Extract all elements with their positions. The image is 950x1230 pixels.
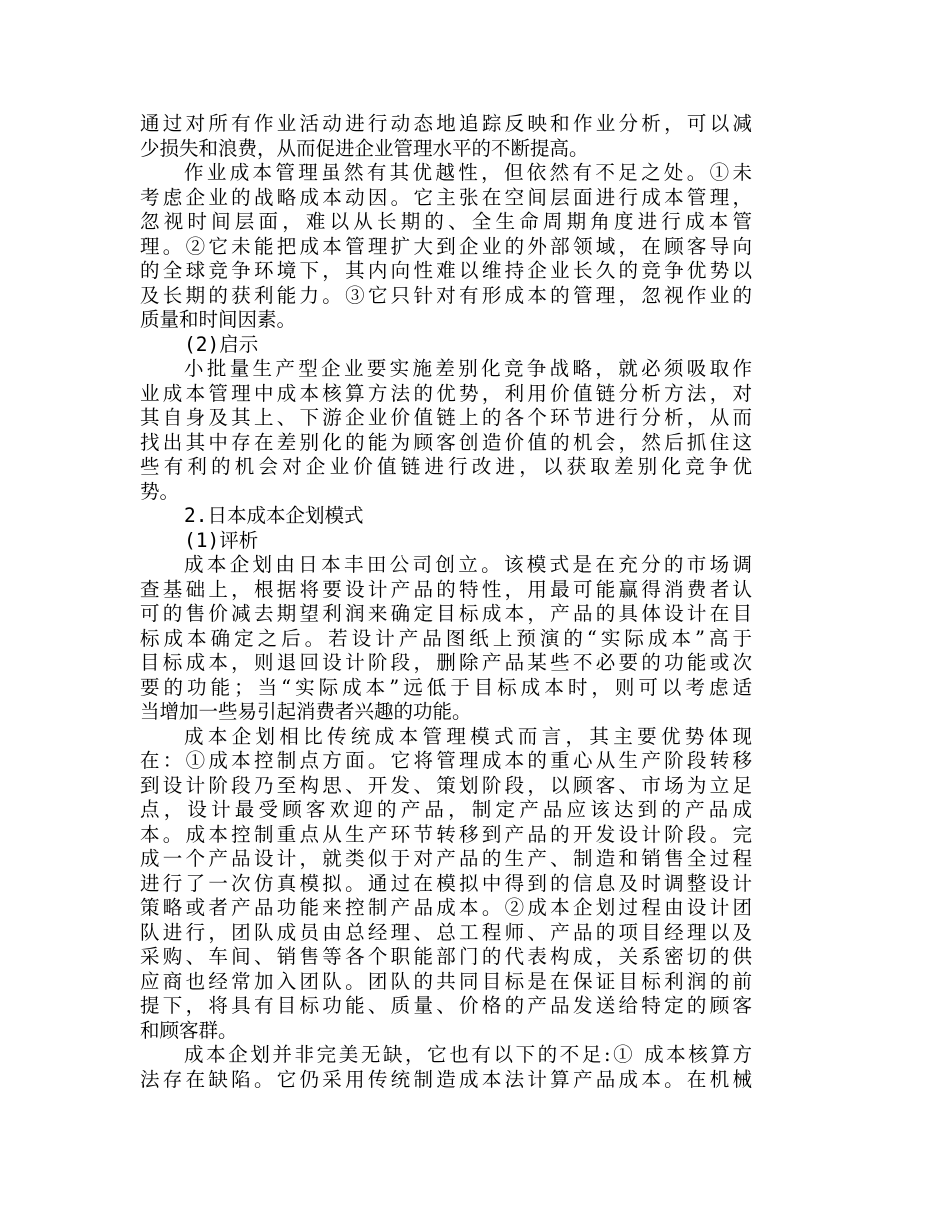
text-line: 其自身及其上、下游企业价值链上的各个环节进行分析，从而 — [140, 406, 752, 429]
text-line: 当增加一些易引起消费者兴趣的功能。 — [140, 700, 472, 723]
text-line: 目标成本，则退回设计阶段，删除产品某些不必要的功能或次 — [140, 651, 752, 674]
text-line: 找出其中存在差别化的能为顾客创造价值的机会，然后抓住这 — [140, 430, 752, 454]
text-line: 势。 — [140, 479, 180, 503]
text-line: 成本企划由日本丰田公司创立。该模式是在充分的市场调 — [184, 553, 752, 576]
text-line: 队进行，团队成员由总经理、总工程师、产品的项目经理以及 — [140, 920, 752, 944]
text-line: 通过对所有作业活动进行动态地追踪反映和作业分析，可以减 — [140, 112, 752, 135]
text-line: 要的功能；当“实际成本”远低于目标成本时，则可以考虑适 — [140, 675, 752, 699]
text-line: 忽视时间层面，难以从长期的、全生命周期角度进行成本管 — [140, 210, 752, 233]
text-line: 成本企划相比传统成本管理模式而言，其主要优势体现 — [184, 724, 752, 748]
text-line: 考虑企业的战略成本动因。它主张在空间层面进行成本管理， — [140, 185, 752, 209]
text-line: 成一个产品设计，就类似于对产品的生产、制造和销售全过程 — [140, 847, 752, 870]
text-line: 在：①成本控制点方面。它将管理成本的重心从生产阶段转移 — [140, 749, 752, 772]
text-line: 可的售价减去期望利润来确定目标成本，产品的具体设计在目 — [140, 602, 752, 625]
text-line: (2)启示 — [184, 332, 259, 356]
text-line: 查基础上，根据将要设计产品的特性，用最可能赢得消费者认 — [140, 577, 752, 601]
text-line: 作业成本管理虽然有其优越性，但依然有不足之处。①未 — [184, 161, 752, 184]
text-line: 成本企划并非完美无缺，它也有以下的不足:① 成本核算方 — [184, 1043, 752, 1066]
text-line: 提下，将具有目标功能、质量、价格的产品发送给特定的顾客 — [140, 994, 752, 1017]
text-line: 到设计阶段乃至构思、开发、策划阶段，以顾客、市场为立足 — [140, 773, 752, 797]
text-line: 应商也经常加入团队。团队的共同目标是在保证目标利润的前 — [140, 969, 752, 993]
text-line: 点，设计最受顾客欢迎的产品，制定产品应该达到的产品成 — [140, 798, 752, 821]
text-line: 的全球竞争环境下，其内向性难以维持企业长久的竞争优势以 — [140, 259, 752, 282]
text-line: 小批量生产型企业要实施差别化竞争战略，就必须吸取作 — [184, 357, 752, 380]
text-line: 业成本管理中成本核算方法的优势，利用价值链分析方法，对 — [140, 381, 752, 405]
text-line: 理。②它未能把成本管理扩大到企业的外部领域，在顾客导向 — [140, 234, 752, 258]
text-line: 质量和时间因素。 — [140, 308, 297, 331]
text-line: 策略或者产品功能来控制产品成本。②成本企划过程由设计团 — [140, 896, 752, 919]
text-line: 些有利的机会对企业价值链进行改进，以获取差别化竞争优 — [140, 455, 752, 478]
text-line: 采购、车间、销售等各个职能部门的代表构成，关系密切的供 — [140, 945, 752, 968]
text-line: 法存在缺陷。它仍采用传统制造成本法计算产品成本。在机械 — [140, 1067, 752, 1091]
text-line: 及长期的获利能力。③它只针对有形成本的管理，忽视作业的 — [140, 283, 752, 307]
document-page — [140, 112, 752, 1092]
text-line: 2.日本成本企划模式 — [184, 504, 364, 527]
text-line: 和顾客群。 — [140, 1018, 238, 1042]
text-line: (1)评析 — [184, 528, 259, 552]
text-line: 少损失和浪费，从而促进企业管理水平的不断提高。 — [140, 136, 589, 160]
text-line: 进行了一次仿真模拟。通过在模拟中得到的信息及时调整设计 — [140, 871, 752, 895]
text-line: 本。成本控制重点从生产环节转移到产品的开发设计阶段。完 — [140, 822, 752, 846]
text-line: 标成本确定之后。若设计产品图纸上预演的“实际成本”高于 — [140, 626, 752, 650]
